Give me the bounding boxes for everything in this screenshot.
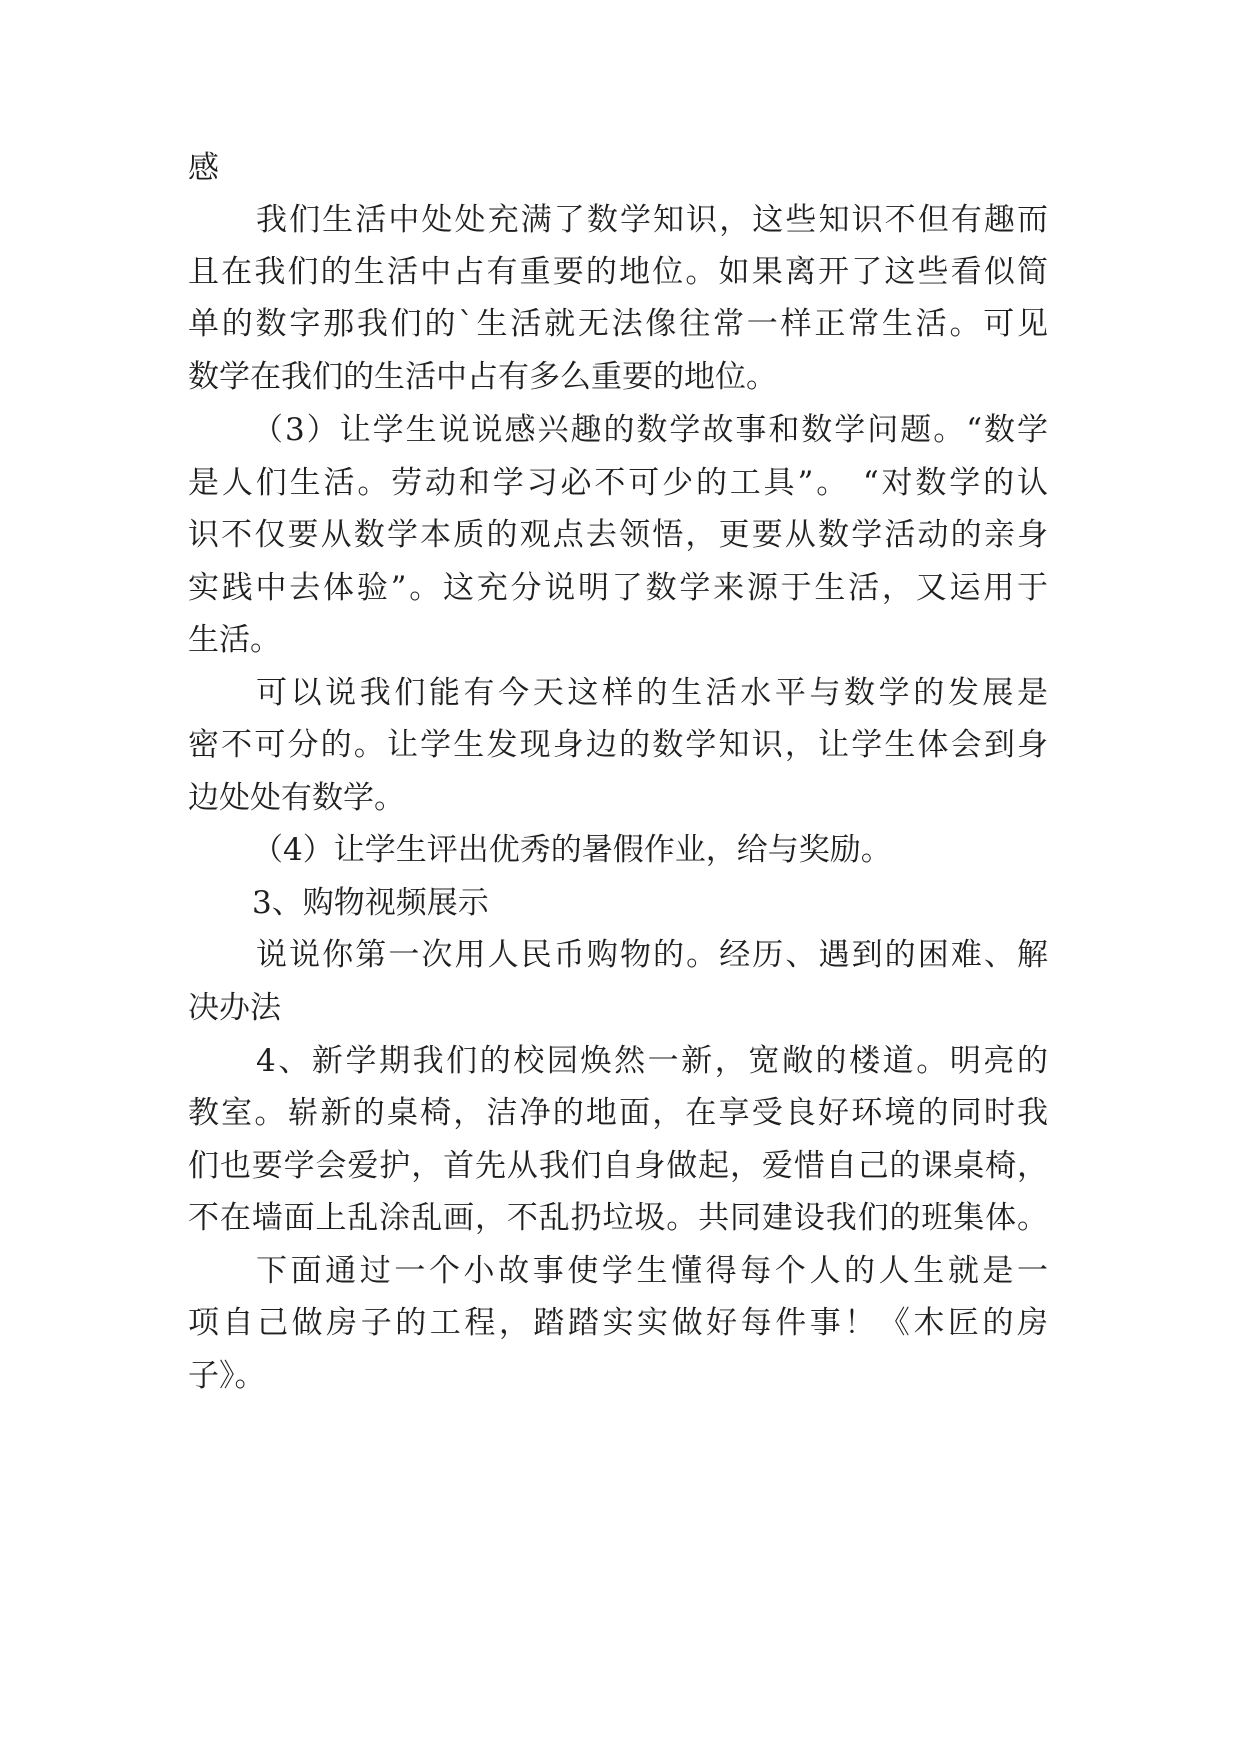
text-line: （4）让学生评出优秀的暑假作业，给与奖励。: [252, 832, 892, 868]
text-line: 决办法: [188, 990, 281, 1026]
text-line: 子》。: [188, 1358, 266, 1394]
text-line: 4、新学期我们的校园焕然一新，宽敞的楼道。明亮的: [256, 1043, 1048, 1079]
text-line: 说说你第一次用人民币购物的。经历、遇到的困难、解: [256, 937, 1048, 973]
text-line: 教室。崭新的桌椅，洁净的地面，在享受良好环境的同时我: [188, 1095, 1048, 1131]
text-line: 边处处有数学。: [188, 780, 405, 816]
text-line: 是人们生活。劳动和学习必不可少的工具”。 “对数学的认: [188, 465, 1048, 501]
text-line: 数学在我们的生活中占有多么重要的地位。: [188, 359, 777, 395]
text-line: 识不仅要从数学本质的观点去领悟，更要从数学活动的亲身: [188, 517, 1048, 553]
text-line: 们也要学会爱护，首先从我们自身做起，爱惜自己的课桌椅，: [188, 1148, 1048, 1184]
text-line: 3、购物视频展示: [252, 885, 489, 921]
text-line: 且在我们的生活中占有重要的地位。如果离开了这些看似简: [188, 254, 1048, 290]
text-line: 不在墙面上乱涂乱画，不乱扔垃圾。共同建设我们的班集体。: [188, 1200, 1048, 1236]
text-line: 感: [188, 150, 219, 186]
text-line: 密不可分的。让学生发现身边的数学知识，让学生体会到身: [188, 727, 1048, 763]
text-line: 可以说我们能有今天这样的生活水平与数学的发展是: [256, 675, 1048, 711]
text-line: 下面通过一个小故事使学生懂得每个人的人生就是一: [256, 1253, 1048, 1289]
text-line: 单的数字那我们的`生活就无法像往常一样正常生活。可见: [188, 306, 1048, 342]
text-line: 实践中去体验”。这充分说明了数学来源于生活，又运用于: [188, 570, 1048, 606]
text-line: （3）让学生说说感兴趣的数学故事和数学问题。“数学: [252, 412, 1048, 448]
text-line: 项自己做房子的工程，踏踏实实做好每件事！《木匠的房: [188, 1305, 1048, 1341]
text-line: 我们生活中处处充满了数学知识，这些知识不但有趣而: [256, 202, 1048, 238]
text-line: 生活。: [188, 622, 281, 658]
